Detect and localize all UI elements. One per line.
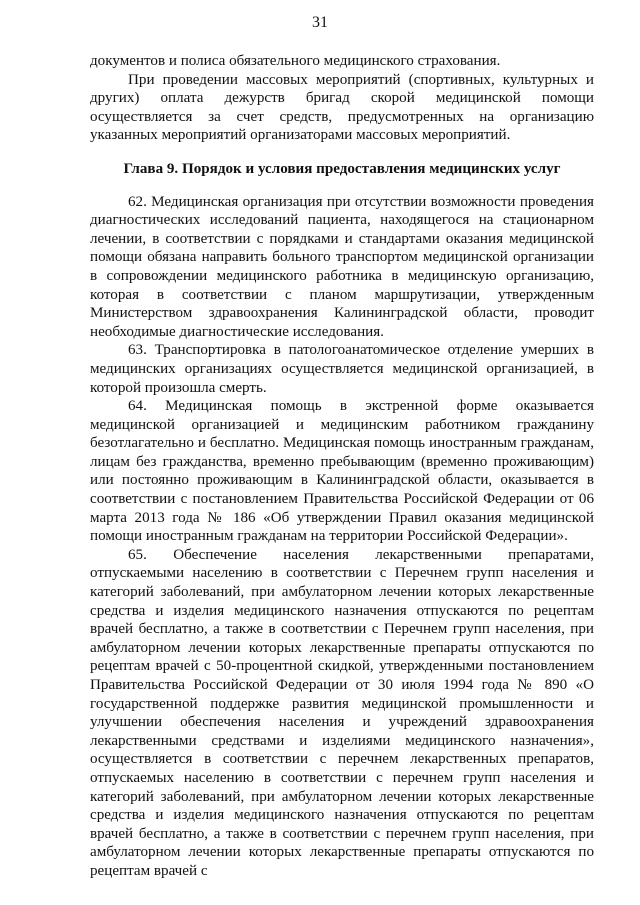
paragraph-continuation: документов и полиса обязательного медицинского страхования. [90, 53, 501, 69]
paragraph-mass-events: При проведении массовых мероприятий (спортивных, культурных и других) оплата дежурств бригад скорой медицинской помощи осуществляется за счет средств, предусмотренных на организацию указанных мероприятий организаторами массовых мероприятий. [90, 71, 594, 144]
page-number: 31 [312, 14, 328, 31]
paragraph-65: 65. Обеспечение населения лекарственными препаратами, отпускаемыми населению в соответствии с Перечнем групп населения и категорий заболеваний, при амбулаторном лечении которых лекарственные средства и изделия медицинского назначения отпускаются по рецептам врачей бесплатно, а также в соответствии с Перечнем групп населения, при амбулаторном лечении которых лекарственные препараты отпускаются по рецептам врачей с 50-процентной скидкой, утвержденными постановлением Правительства Российской Федерации от 30 июля 1994 года № 890 «О государственной поддержке развития медицинской промышленности и улучшении обеспечения населения и учреждений здравоохранения лекарственными средствами и изделиями медицинского назначения», осуществляется в соответствии с перечнем лекарственных препаратов, отпускаемых населению в соответствии с перечнем групп населения и категорий заболеваний, при амбулаторном лечении которых лекарственные средства и изделия медицинского назначения отпускаются по рецептам врачей бесплатно, а также в соответствии с перечнем групп населения, при амбулаторном лечении которых лекарственные препараты отпускаются по рецептам врачей с [90, 546, 594, 879]
page-content [90, 52, 594, 881]
chapter-title: Глава 9. Порядок и условия предоставления медицинских услуг [123, 160, 561, 177]
paragraph-63: 63. Транспортировка в патологоанатомическое отделение умерших в медицинских организациях осуществляется медицинской организацией, в которой произошла смерть. [90, 342, 594, 396]
paragraph-64: 64. Медицинская помощь в экстренной форме оказывается медицинской организацией и медицинским работником гражданину безотлагательно и бесплатно. Медицинская помощь иностранным гражданам, лицам без гражданства, временно пребывающим (временно проживающим) или постоянно проживающим в Калининградской области, оказывается в соответствии с постановлением Правительства Российской Федерации от 06 марта 2013 года № 186 «Об утверждении Правил оказания медицинской помощи иностранным гражданам на территории Российской Федерации». [90, 398, 594, 545]
paragraph-62: 62. Медицинская организация при отсутствии возможности проведения диагностических исследований пациента, находящегося на стационарном лечении, в соответствии с порядками и стандартами оказания медицинской помощи обязана направить больного транспортом медицинской организации в сопровождении медицинского работника в медицинскую организацию, которая в соответствии с планом маршрутизации, утвержденным Министерством здравоохранения Калининградской области, проводит необходимые диагностические исследования. [90, 193, 594, 340]
